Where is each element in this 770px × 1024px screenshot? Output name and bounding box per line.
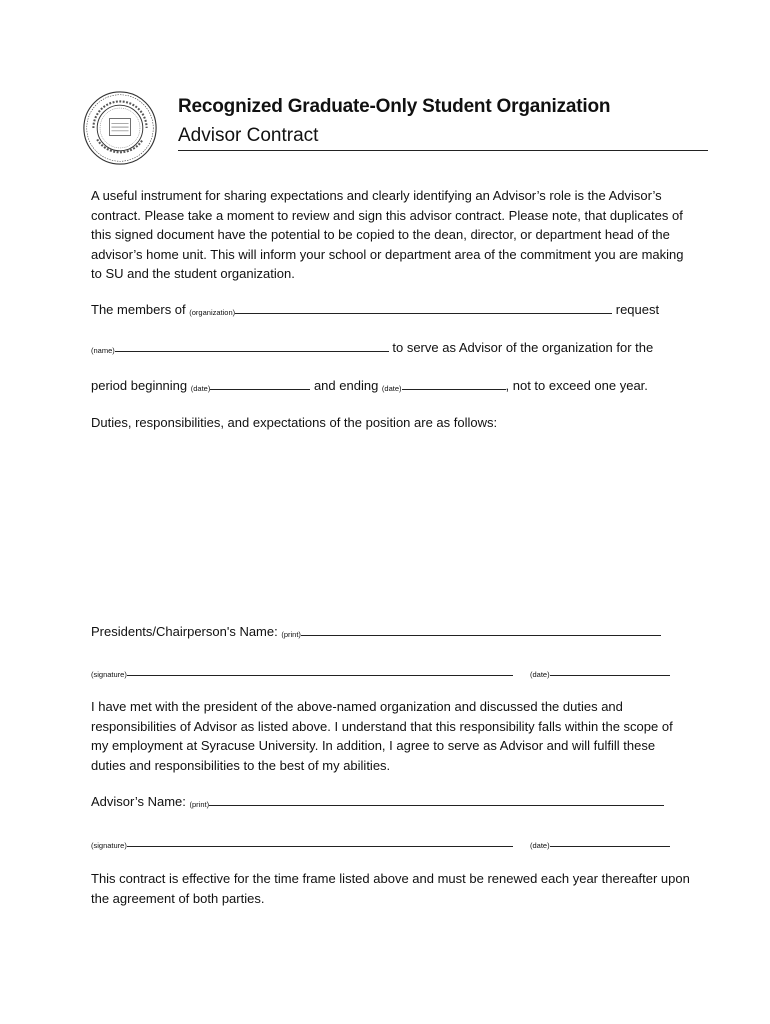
period-suffix: , not to exceed one year. [505,378,648,393]
advisor-name-row [91,793,664,813]
begin-date-field[interactable] [210,377,310,390]
president-date-field[interactable] [550,663,670,676]
syracuse-university-seal-icon [82,90,158,166]
advisor-name-label: Advisor’s Name: [91,794,190,809]
president-date-row [530,663,670,683]
organization-label: (organization) [189,308,236,317]
document-title: Recognized Graduate-Only Student Organization [178,96,611,117]
period-row [91,377,648,397]
members-prefix: The members of [91,302,190,317]
advisor-date-label: (date) [530,841,550,850]
duties-heading: Duties, responsibilities, and expectations of the position are as follows: [91,415,498,430]
members-row [91,301,659,321]
header-divider [178,150,708,151]
advisor-signature-field[interactable] [127,834,513,847]
president-name-row [91,623,661,643]
effective-paragraph: This contract is effective for the time frame listed above and must be renewed each year thereafter upon the agreement of both parties. [91,871,690,906]
advisor-signature-label: (signature) [91,841,127,850]
period-prefix: period beginning [91,378,191,393]
president-signature-field[interactable] [127,663,513,676]
advisor-date-row [530,834,670,854]
president-print-label: (print) [281,630,301,639]
president-signature-label: (signature) [91,670,127,679]
members-suffix: request [612,302,660,317]
document-subtitle: Advisor Contract [178,125,319,146]
period-middle: and ending [310,378,382,393]
agreement-paragraph: I have met with the president of the above-named organization and discussed the duties and responsibilities of Advisor as listed above. I understand that this responsibility falls within the scope of my employment at Syracuse University. In addition, I agree to serve as Advisor and will fulfill these duties and responsibilities to the best of my abilities. [91,699,673,773]
name-label: (name) [91,346,115,355]
president-name-label: Presidents/Chairperson's Name: [91,624,282,639]
end-date-field[interactable] [402,377,506,390]
begin-date-label: (date) [190,384,211,393]
name-row [91,339,653,359]
end-date-label: (date) [381,384,402,393]
intro-paragraph: A useful instrument for sharing expectations and clearly identifying an Advisor’s role is the Advisor’s contract. Please take a moment to review and sign this advisor contract. Please note, that duplicates of this signed document have the potential to be copied to the dean, director, or department head of the advisor’s home unit. This will inform your school or department area of the commitment you are making to SU and the student organization. [91,188,684,281]
advisor-date-field[interactable] [550,834,670,847]
name-suffix: to serve as Advisor of the organization for the [388,340,654,355]
organization-field[interactable] [235,301,612,314]
advisor-print-name-field[interactable] [209,793,664,806]
advisor-name-field[interactable] [115,339,389,352]
advisor-print-label: (print) [189,800,210,809]
advisor-signature-row [91,834,513,854]
president-date-label: (date) [530,670,550,679]
president-name-field[interactable] [301,623,661,636]
president-signature-row [91,663,513,683]
